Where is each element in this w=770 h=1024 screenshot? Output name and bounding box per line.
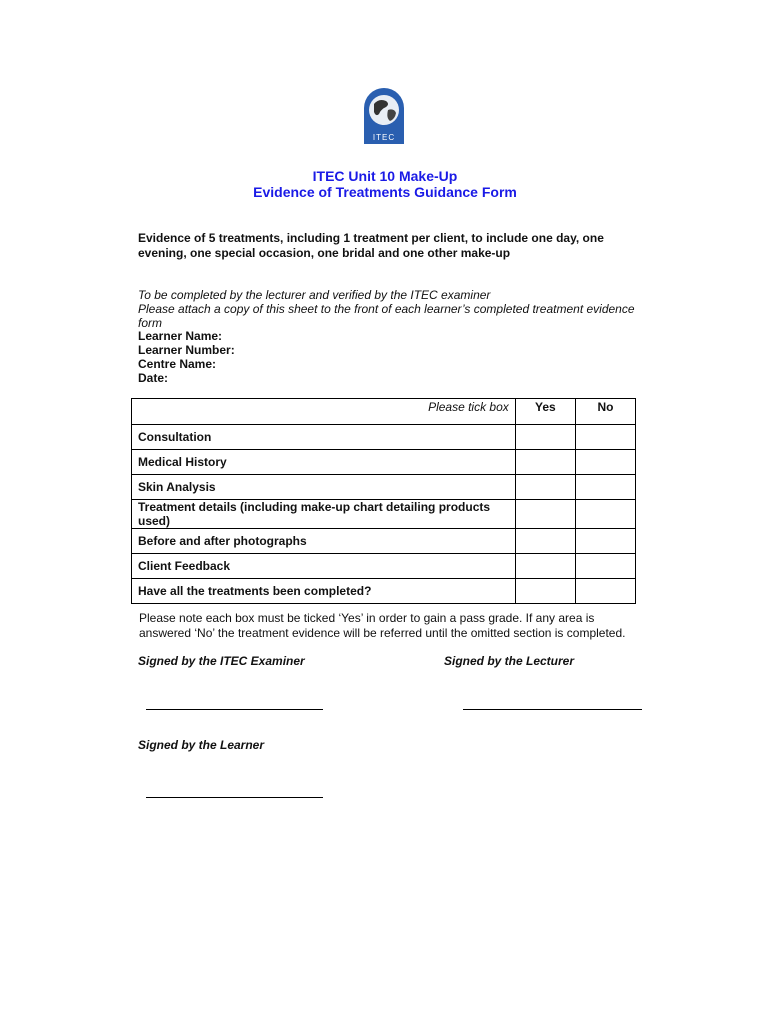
table-row	[132, 579, 636, 604]
instruction-line2: Please attach a copy of this sheet to the front of each learner’s completed treatment evidence form	[138, 302, 635, 330]
learner-signature-label: Signed by the Learner	[138, 738, 265, 752]
learner-fields	[138, 329, 235, 385]
no-tick-box[interactable]	[575, 579, 635, 604]
table-header-row	[132, 399, 636, 425]
form-title-line1: ITEC Unit 10 Make-Up	[312, 168, 458, 184]
yes-tick-box[interactable]	[515, 529, 575, 554]
no-header: No	[575, 399, 635, 425]
centre-name-label: Centre Name:	[138, 357, 217, 371]
row-label-treatments-completed: Have all the treatments been completed?	[132, 579, 516, 604]
lecturer-signature-label: Signed by the Lecturer	[444, 654, 575, 668]
date-label: Date:	[138, 371, 169, 385]
no-tick-box[interactable]	[575, 425, 635, 450]
learner-signature-line[interactable]	[146, 797, 323, 798]
learner-name-label: Learner Name:	[138, 329, 223, 343]
tick-prompt: Please tick box	[132, 399, 516, 425]
instructions	[138, 288, 638, 330]
instruction-line1: To be completed by the lecturer and verified by the ITEC examiner	[138, 288, 491, 302]
yes-tick-box[interactable]	[515, 500, 575, 529]
svg-text:ITEC: ITEC	[372, 133, 396, 142]
yes-tick-box[interactable]	[515, 579, 575, 604]
examiner-signature-line[interactable]	[146, 709, 323, 710]
examiner-signature-label: Signed by the ITEC Examiner	[138, 654, 305, 668]
table-row	[132, 475, 636, 500]
no-tick-box[interactable]	[575, 554, 635, 579]
row-label-medical-history: Medical History	[132, 450, 516, 475]
yes-tick-box[interactable]	[515, 425, 575, 450]
table-row	[132, 554, 636, 579]
row-label-photographs: Before and after photographs	[132, 529, 516, 554]
row-label-skin-analysis: Skin Analysis	[132, 475, 516, 500]
table-row	[132, 500, 636, 529]
table-row	[132, 529, 636, 554]
table-row	[132, 425, 636, 450]
yes-tick-box[interactable]	[515, 475, 575, 500]
no-tick-box[interactable]	[575, 475, 635, 500]
row-label-consultation: Consultation	[132, 425, 516, 450]
yes-tick-box[interactable]	[515, 450, 575, 475]
row-label-client-feedback: Client Feedback	[132, 554, 516, 579]
no-tick-box[interactable]	[575, 500, 635, 529]
yes-header: Yes	[515, 399, 575, 425]
no-tick-box[interactable]	[575, 529, 635, 554]
lecturer-signature-line[interactable]	[463, 709, 642, 710]
table-row	[132, 450, 636, 475]
evidence-intro: Evidence of 5 treatments, including 1 treatment per client, to include one day, one evening, one special occasion, one bridal and one other make-up	[138, 231, 604, 260]
learner-number-label: Learner Number:	[138, 343, 235, 357]
treatment-checklist-table	[131, 398, 636, 604]
yes-tick-box[interactable]	[515, 554, 575, 579]
itec-globe-logo	[362, 86, 406, 146]
form-title-line2: Evidence of Treatments Guidance Form	[253, 184, 517, 200]
globe-icon	[369, 95, 399, 125]
row-label-treatment-details: Treatment details (including make-up chart detailing products used)	[132, 500, 516, 529]
no-tick-box[interactable]	[575, 450, 635, 475]
pass-grade-note: Please note each box must be ticked ‘Yes’ in order to gain a pass grade. If any area is answered ‘No’ the treatment evidence will be referred until the omitted section is completed.	[139, 611, 626, 640]
